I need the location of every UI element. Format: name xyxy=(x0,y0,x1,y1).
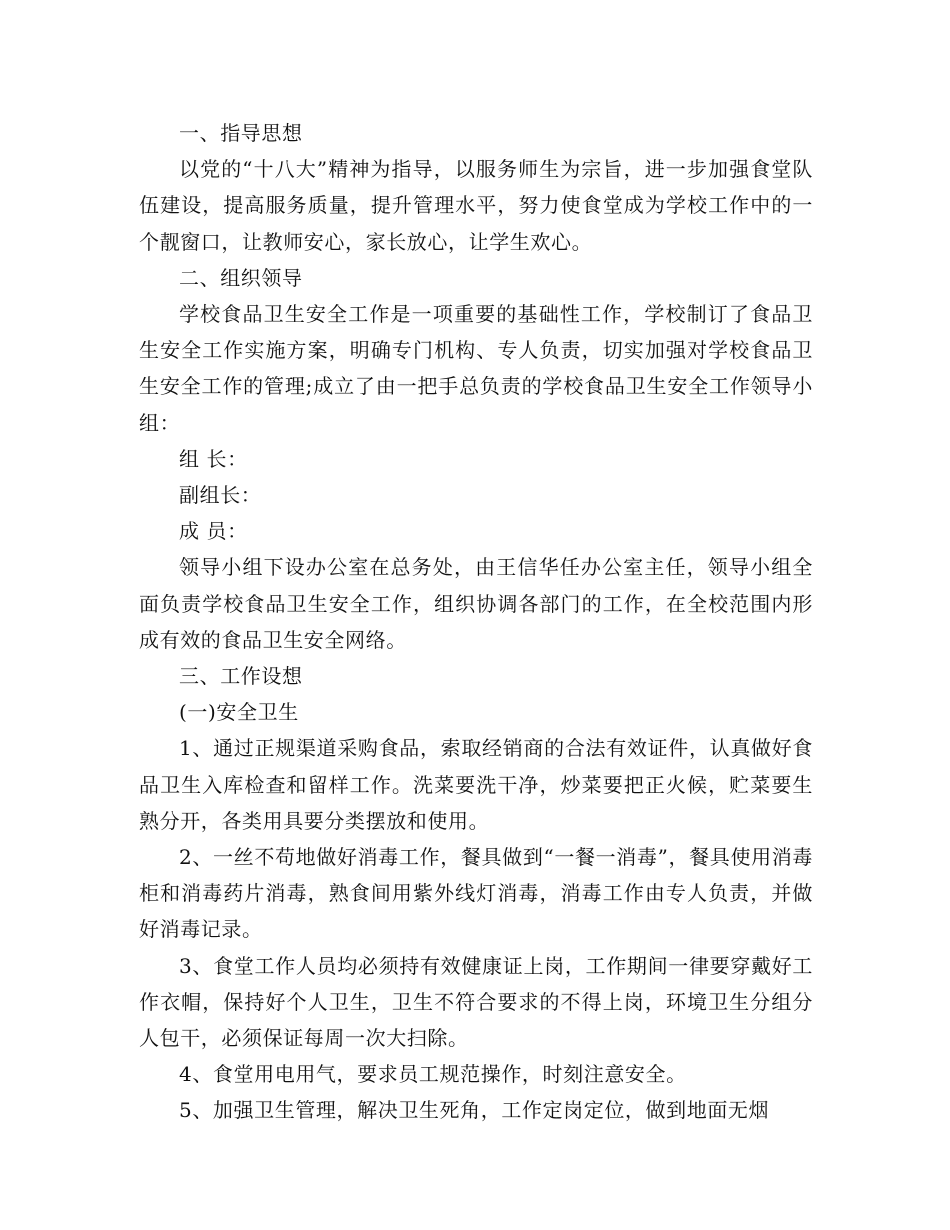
deputy-leader-line: 副组长： xyxy=(179,483,262,508)
group-leader-line: 组 长： xyxy=(179,446,248,471)
members-line: 成 员： xyxy=(179,519,248,544)
paragraph-organization: 学校食品卫生安全工作是一项重要的基础性工作，学校制订了食品卫生安全工作实施方案，明确专门机构、专人负责，切实加强对学校食品卫生安全工作的管理;成立了由一把手总负责的学校食品卫生安全工作领导小组： xyxy=(139,302,813,435)
document-page xyxy=(139,115,813,1129)
section-heading-work-plan: 三、工作设想 xyxy=(179,664,303,689)
list-item: 2、一丝不苟地做好消毒工作，餐具做到“一餐一消毒”，餐具使用消毒柜和消毒药片消毒，熟食间用紫外线灯消毒，消毒工作由专人负责，并做好消毒记录。 xyxy=(139,845,813,942)
list-item: 5、加强卫生管理，解决卫生死角，工作定岗定位，做到地面无烟 xyxy=(179,1098,770,1123)
subsection-heading-safety-hygiene: (一)安全卫生 xyxy=(179,700,299,725)
paragraph-guiding-ideology: 以党的“十八大”精神为指导，以服务师生为宗旨，进一步加强食堂队伍建设，提高服务质量，提升管理水平，努力使食堂成为学校工作中的一个靓窗口，让教师安心，家长放心，让学生欢心。 xyxy=(139,157,813,254)
paragraph-office: 领导小组下设办公室在总务处，由王信华任办公室主任，领导小组全面负责学校食品卫生安全工作，组织协调各部门的工作，在全校范围内形成有效的食品卫生安全网络。 xyxy=(139,555,813,652)
section-heading-guiding-ideology: 一、指导思想 xyxy=(179,121,303,145)
list-item: 1、通过正规渠道采购食品，索取经销商的合法有效证件，认真做好食品卫生入库检查和留样工作。洗菜要洗干净，炒菜要把正火候，贮菜要生熟分开，各类用具要分类摆放和使用。 xyxy=(139,736,813,833)
section-heading-organization: 二、组织领导 xyxy=(179,265,303,290)
list-item: 3、食堂工作人员均必须持有效健康证上岗，工作期间一律要穿戴好工作衣帽，保持好个人卫生，卫生不符合要求的不得上岗，环境卫生分组分人包干，必须保证每周一次大扫除。 xyxy=(139,953,813,1051)
list-item: 4、食堂用电用气，要求员工规范操作，时刻注意安全。 xyxy=(179,1062,687,1087)
